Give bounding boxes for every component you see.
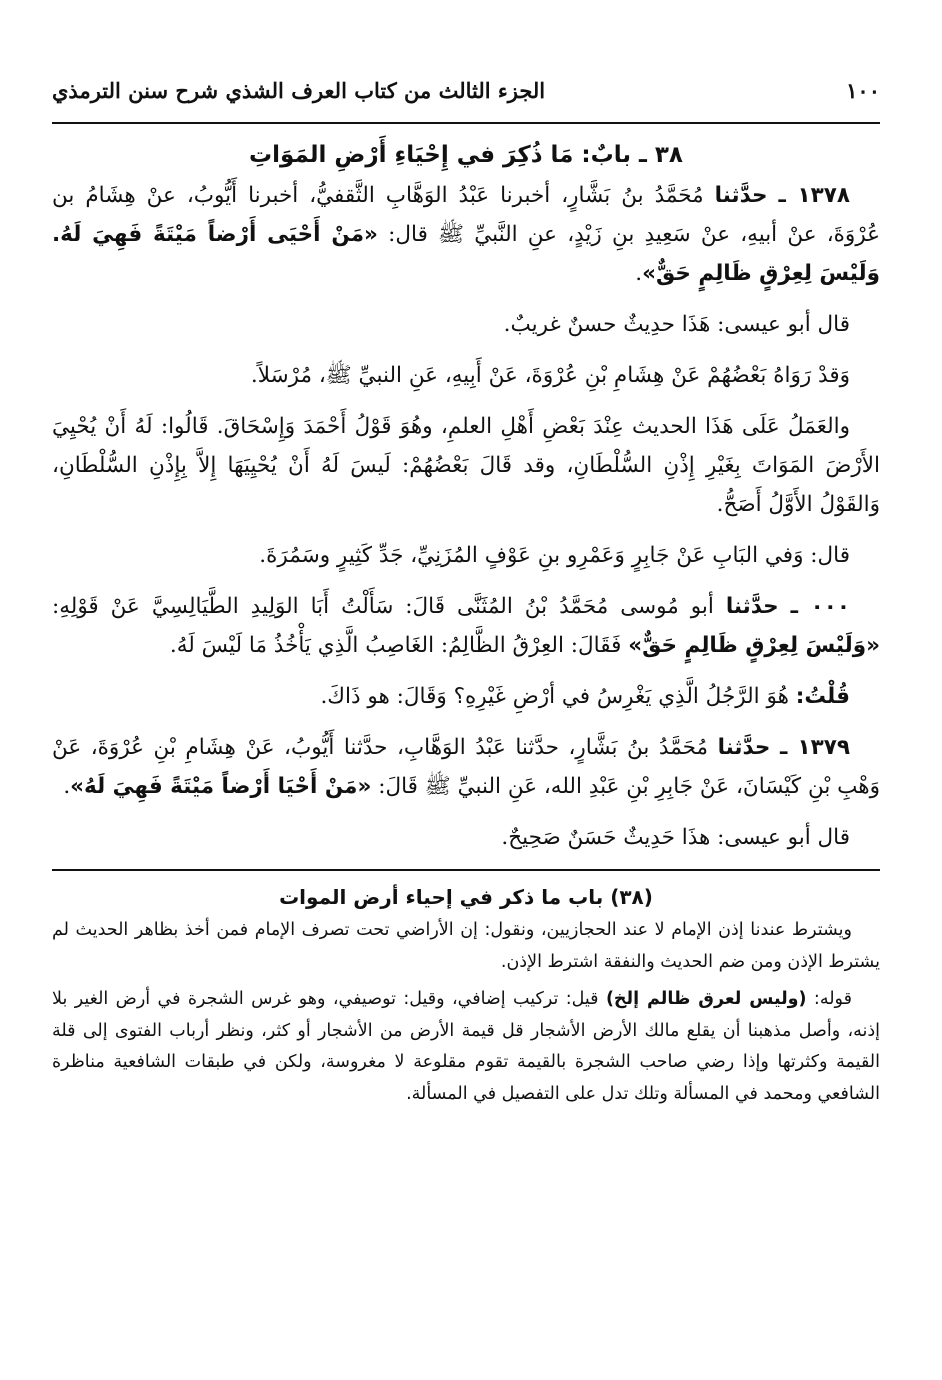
comment-2: وَقدْ رَوَاهُ بَعْضُهُمْ عَنْ هِشَامِ بْنِ عُرْوَةَ، عَنْ أَبِيهِ، عَنِ النبيِّ ﷺ، مُرْسَلاً. [250,363,850,388]
comment-4: قال: وَفي البَابِ عَنْ جَابِرٍ وَعَمْرِو بنِ عَوْفٍ المُزَنِيِّ، جَدِّ كَثِيرٍ وسَمُرَةَ. [259,543,850,568]
hadith-1379-matn: «مَنْ أَحْيَا أَرْضاً مَيْتَةً فَهِيَ لَهُ» [70,774,372,799]
header-divider [52,122,880,124]
comment-1: قال أبو عيسى: هَذَا حدِيثٌ حسنٌ غريبٌ. [503,312,850,337]
book-title: الجزء الثالث من كتاب العرف الشذي شرح سنن الترمذي [52,78,546,103]
qultu-text: هُوَ الرَّجُلُ الَّذِي يَغْرِسُ في أرْضِ غَيْرِهِ؟ وَقَالَ: هو ذَاكَ. [320,684,789,709]
hadith-1378-lead: حدَّثنا [714,183,768,208]
comment-5: قال أبو عيسى: هذَا حَدِيثٌ حَسَنٌ صَحِيحٌ. [501,825,850,850]
hadith-000-number: ٠٠٠ ـ [790,594,850,619]
footnote-title: (٣٨) باب ما ذكر في إحياء أرض الموات [279,885,653,909]
document-page [52,78,880,1338]
hadith-000-lead: حدَّثنا [725,594,779,619]
comment-3: والعَمَلُ عَلَى هَذَا الحديث عِنْدَ بَعْضِ أَهْلِ العلمِ، وهُوَ قَوْلُ أَحْمَدَ وَإِسْحَاقَ. قَالُوا: لَهُ أَنْ يُحْيِيَ الأَرْضَ المَوَاتَ بِغَيْرِ إِذْنِ السُّلْطَانِ، وقد قَالَ بَعْضُهُمْ: لَيسَ لَهُ أَنْ يُحْيِيَهَا إِلاَّ بِإِذْنِ السُّلْطَانِ، وَالقَوْلُ الأَوَّلُ أَصَحُّ. [52,414,880,517]
hadith-1379-number: ١٣٧٩ ـ [779,735,851,760]
hadith-000-text-2: فَقَالَ: العِرْقُ الظَّالِمُ: الغَاصِبُ الَّذِي يَأْخُذُ مَا لَيْسَ لَهُ. [169,633,622,658]
hadith-000-quote: «وَلَيْسَ لِعِرْقٍ ظَالِمٍ حَقٌّ» [628,633,880,658]
hadith-1379 [52,728,880,806]
hadith-000-text-1: أبو مُوسى مُحَمَّدُ بْنُ المُثَنَّى قَالَ: سَأَلْتُ أَبَا الوَلِيدِ الطَّيَالِسِيَّ عَنْ قَوْلِهِ: [52,594,714,619]
page-number: ١٠٠ [846,78,880,103]
hadith-1378-isnad: مُحَمَّدُ بنُ بَشَّارٍ، أخبرنا عَبْدُ الوَهَّابِ الثَّقفيُّ، أخبرنا أَيُّوبُ، عنْ هِشَامُ بن عُرْوَةَ، عنْ أبيهِ، عنْ سَعِيدِ بنِ زَيْدٍ، عنِ النَّبيِّ ﷺ قال: [52,183,881,247]
qultu-paragraph [52,677,880,716]
page-header [52,78,880,112]
qultu-lead: قُلْتُ: [795,684,850,709]
hadith-000 [52,587,880,665]
hadith-1378-number: ١٣٧٨ ـ [778,183,850,208]
footnote-divider [52,869,880,871]
footnote-paragraph-2 [52,984,880,1110]
footnote-paragraph-1: ويشترط عندنا إذن الإمام لا عند الحجازيين، ونقول: إن الأراضي تحت تصرف الإمام فمن أخذ بظاهر الحديث لم يشترط الإذن ومن ضم الحديث والنفقة اشترط الإذن. [52,920,880,972]
hadith-1378-tail: . [635,261,643,286]
hadith-1378 [52,176,880,293]
hadith-1379-tail: . [63,774,71,799]
hadith-1378-matn: «مَنْ أَحْيَى أَرْضاً مَيْتَةً فَهِيَ لَهُ. وَلَيْسَ لِعِرْقٍ ظَالِمٍ حَقٌّ» [52,222,880,286]
footnote-para-2-bold: (وليس لعرق ظالم إلخ) [605,989,807,1009]
hadith-1379-isnad: مُحَمَّدُ بنُ بَشَّارٍ، حدَّثنا عَبْدُ الوَهَّابِ، حدَّثنا أَيُّوبُ، عَنْ هِشَامِ بْنِ عُرْوَةَ، عَنْ وَهْبِ بْنِ كَيْسَانَ، عَنْ جَابِرِ بْنِ عَبْدِ الله، عَنِ النبيِّ ﷺ قَالَ: [52,735,880,799]
footnote-para-2-lead: قوله: [813,989,852,1009]
footnote-para-2-rest: قيل: تركيب إضافي، وقيل: توصيفي، وهو غرس الشجرة في أرض الغير بلا إذنه، وأصل مذهبنا أن يقلع مالك الأرض الأشجار قل قيمة الأرض من الأشجار أو كثر، ونظر أرباب الفتوى إلى قلة القيمة وكثرتها وإذا رضي صاحب الشجرة بالقيمة تقوم مقلوعة لا مغروسة، ولكن في طبقات الشافعية مناظرة الشافعي ومحمد في المسألة وتلك تدل على التفصيل في المسألة. [52,989,880,1104]
chapter-title: ٣٨ ـ بابٌ: مَا ذُكِرَ في إِحْيَاءِ أَرْضِ المَوَاتِ [249,142,683,168]
hadith-1379-lead: حدَّثنا [717,735,771,760]
